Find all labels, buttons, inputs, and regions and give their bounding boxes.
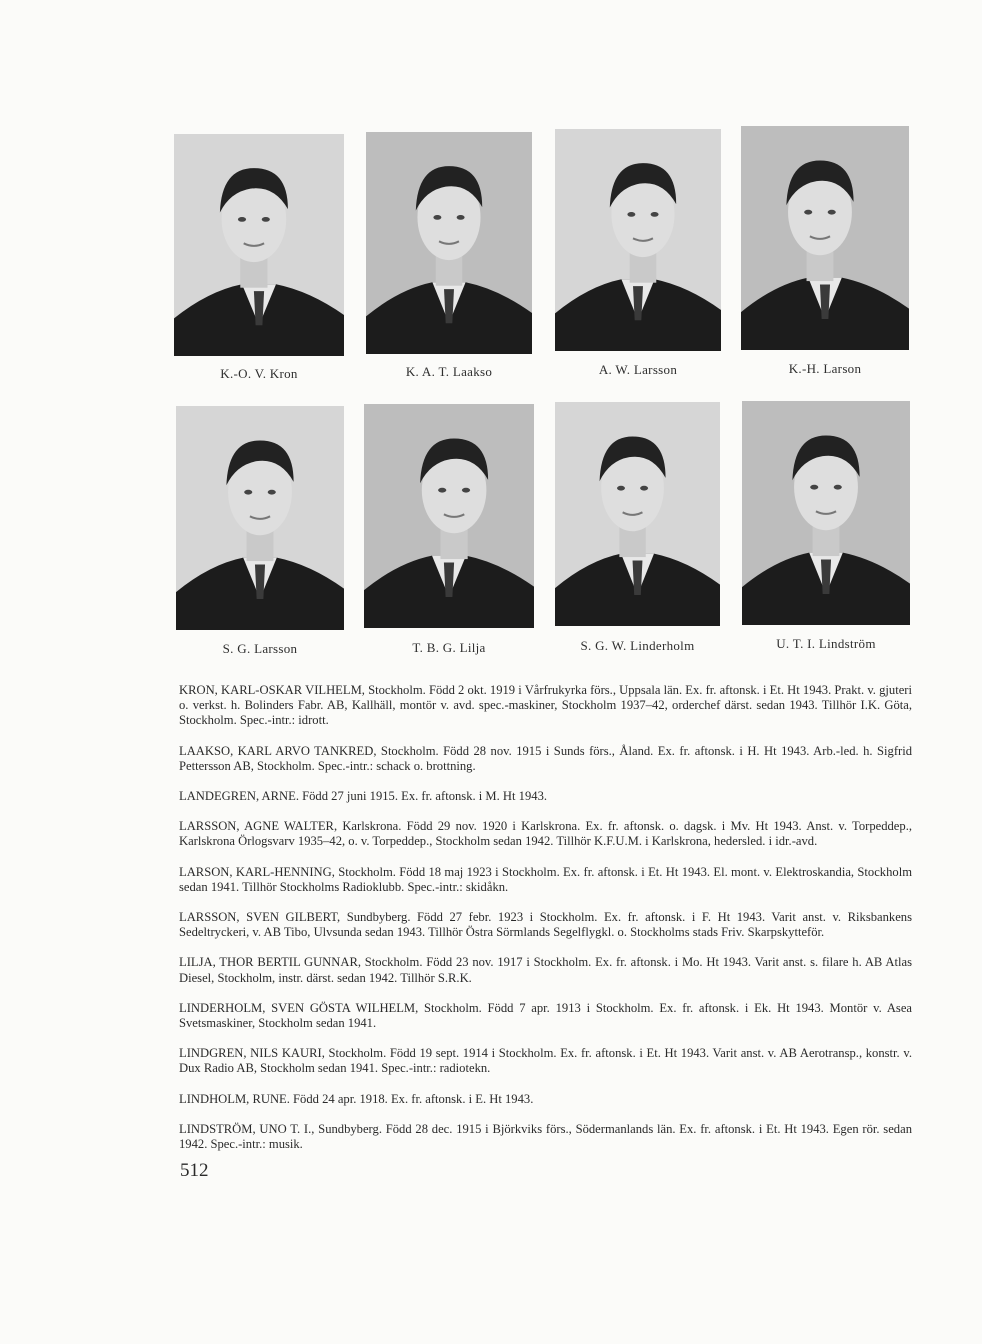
biography-entry: LANDEGREN, ARNE. Född 27 juni 1915. Ex. fr. aftonsk. i M. Ht 1943.	[179, 789, 548, 804]
biography-entry: LINDSTRÖM, UNO T. I., Sundbyberg. Född 28 dec. 1915 i Björkviks förs., Södermanlands län. Ex. fr. aftonsk. i Et. Ht 1943. Egen rör. sedan 1942. Spec.-intr.: musik.	[179, 1121, 912, 1152]
biography-entry: LARSON, KARL-HENNING, Stockholm. Född 18 maj 1923 i Stockholm. Ex. fr. aftonsk. i Et. Ht 1943. El. mont. v. Elektroskandia, Stockholm sedan 1941. Tillhör Stockholms Radioklubb. Spec.-intr.: skidåkn.	[179, 864, 912, 894]
portrait-caption: K.-H. Larson	[788, 361, 862, 376]
portrait-photo-laakso	[366, 132, 532, 354]
biography-entry: KRON, KARL-OSKAR VILHELM, Stockholm. Född 2 okt. 1919 i Vårfrukyrka förs., Uppsala län. Ex. fr. aftonsk. i Et. Ht 1943. Prakt. v. gjuteri o. verkst. h. Bolinders Fabr. AB, Kallhäll, montör v. avd. spec.-maskiner, Stockholm 1937–42, orderchef därst. sedan 1943. Tillhör I.K. Göta, Stockholm. Spec.-intr.: idrott.	[179, 683, 912, 728]
portrait-photo-a-w-larsson	[555, 129, 721, 351]
portrait-photo-k-h-larson	[741, 126, 909, 350]
page-number: 512	[180, 1160, 209, 1181]
portrait-caption: K. A. T. Laakso	[405, 364, 493, 379]
portrait-caption: U. T. I. Lindström	[776, 636, 876, 651]
portrait-caption: A. W. Larsson	[598, 362, 678, 377]
portrait-caption: S. G. Larsson	[222, 641, 298, 656]
portrait-photo-linderholm	[555, 402, 720, 626]
biography-entry: LINDGREN, NILS KAURI, Stockholm. Född 19 sept. 1914 i Stockholm. Ex. fr. aftonsk. i Et. Ht 1943. Varit anst. v. AB Aerotransp., konstr. v. Dux Radio AB, Stockholm sedan 1941. Spec.-intr.: radiotekn.	[179, 1046, 912, 1076]
biography-entry: LINDERHOLM, SVEN GÖSTA WILHELM, Stockholm. Född 7 apr. 1913 i Stockholm. Ex. fr. aftonsk. i Ek. Ht 1943. Montör v. Asea Svetsmaskiner, Stockholm sedan 1941.	[179, 1000, 912, 1031]
portrait-photo-lilja	[364, 404, 534, 628]
portrait-caption: S. G. W. Linderholm	[580, 638, 695, 653]
biography-entry: LAAKSO, KARL ARVO TANKRED, Stockholm. Född 28 nov. 1915 i Sunds förs., Åland. Ex. fr. aftonsk. i H. Ht 1943. Arb.-led. h. Sigfrid Pettersson AB, Stockholm. Spec.-intr.: schack o. brottning.	[179, 743, 912, 773]
biography-entry: LILJA, THOR BERTIL GUNNAR, Stockholm. Född 23 nov. 1917 i Stockholm. Ex. fr. aftonsk. i Mo. Ht 1943. Varit anst. s. filare h. AB Atlas Diesel, Stockholm, instr. därst. sedan 1942. Tillhör S.R.K.	[179, 955, 912, 985]
portrait-caption: T. B. G. Lilja	[412, 640, 486, 655]
biography-list	[179, 683, 912, 1167]
biography-entry: LARSSON, SVEN GILBERT, Sundbyberg. Född 27 febr. 1923 i Stockholm. Ex. fr. aftonsk. i F. Ht 1943. Varit anst. v. Riksbankens Sedeltryckeri, v. AB Tibo, Ulvsunda sedan 1943. Tillhör Östra Sörmlands Segelflygkl. o. Stockholms stads Friv. Skarpskytteför.	[179, 910, 912, 940]
portrait-photo-kron	[174, 134, 344, 356]
biography-entry: LINDHOLM, RUNE. Född 24 apr. 1918. Ex. fr. aftonsk. i E. Ht 1943.	[179, 1091, 534, 1106]
biography-entry: LARSSON, AGNE WALTER, Karlskrona. Född 29 nov. 1920 i Karlskrona. Ex. fr. aftonsk. o. dagsk. i Mv. Ht 1943. Anst. v. Torpeddep., Karlskrona Örlogsvarv 1935–42, o. v. Torpeddep., Stockholm sedan 1942. Tillhör K.F.U.M. i Karlskrona, hedersled. i idr.-avd.	[179, 819, 912, 849]
portrait-photo-s-g-larsson	[176, 406, 344, 630]
portrait-photo-lindstrom	[742, 401, 910, 625]
portrait-caption: K.-O. V. Kron	[220, 366, 298, 381]
